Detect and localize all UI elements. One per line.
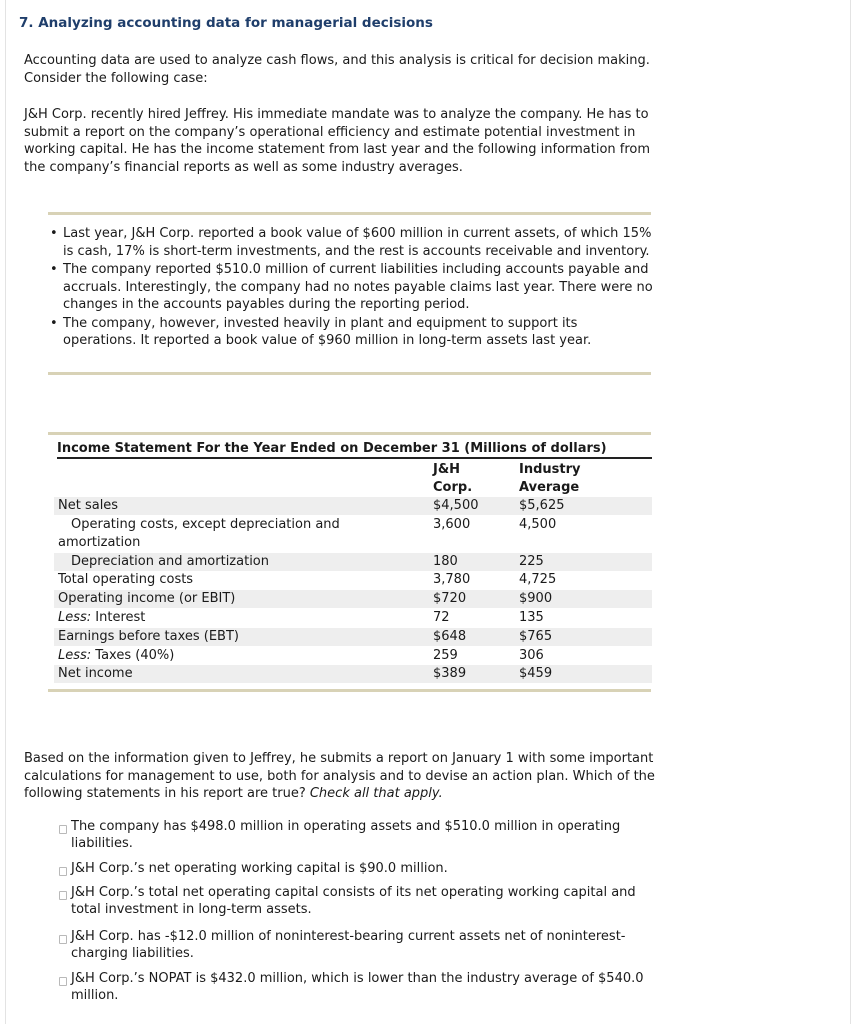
row-label: Net sales (58, 498, 119, 513)
less-prefix: Less: (58, 648, 92, 663)
info-bullet-list (48, 225, 653, 351)
table-row-total-operating-costs (54, 571, 652, 589)
info-bullet-long-term-assets: • The company, however, invested heavily in plant and equipment to support its operations. It reported a book value of $960 million in long-term assets last year. (48, 315, 653, 350)
question-heading: 7. Analyzing accounting data for managerial decisions (19, 15, 433, 31)
question-text: Based on the information given to Jeffrey, he submits a report on January 1 with some important calculations for management to use, both for analysis and to devise an action plan. Which of the following statements in his report are true? (24, 751, 655, 801)
checkbox[interactable] (59, 891, 67, 900)
row-label: Operating income (or EBIT) (58, 591, 236, 606)
jh-value: $648 (433, 629, 467, 644)
table-row-net-sales (54, 497, 652, 515)
question-paragraph (24, 750, 674, 803)
jh-value: $4,500 (433, 498, 479, 513)
jh-value: 72 (433, 610, 450, 625)
intro-paragraph: Accounting data are used to analyze cash flows, and this analysis is critical for decision making. Consider the following case: (24, 53, 650, 86)
col-header-industry-line1: Industry (519, 462, 581, 477)
checkbox[interactable] (59, 977, 67, 986)
option-text: J&H Corp.’s NOPAT is $432.0 million, which is lower than the industry average of $540.0 million. (71, 971, 644, 1003)
table-top-rule (48, 432, 651, 435)
row-label: Total operating costs (58, 572, 194, 587)
industry-value: 306 (519, 648, 544, 663)
industry-value: $5,625 (519, 498, 565, 513)
info-box-top-rule (48, 212, 651, 215)
option-text: The company has $498.0 million in operating assets and $510.0 million in operating liabilities. (71, 819, 621, 851)
row-label-text: Interest (91, 610, 146, 625)
jh-value: 259 (433, 648, 458, 663)
less-prefix: Less: (58, 610, 92, 625)
industry-value: 135 (519, 610, 544, 625)
case-paragraph: J&H Corp. recently hired Jeffrey. His immediate mandate was to analyze the company. He has to submit a report on the company’s operational efficiency and estimate potential investment in working capital. He has the income statement from last year and the following information from the company’s financial reports as well as some industry averages. (24, 107, 651, 175)
table-row-depreciation (54, 553, 652, 571)
industry-value: 4,500 (519, 517, 557, 532)
table-row-interest (54, 609, 652, 627)
col-header-jh-line2: Corp. (433, 480, 473, 495)
jh-value: 3,600 (433, 517, 471, 532)
col-header-industry-line2: Average (519, 480, 580, 495)
jh-value: $389 (433, 666, 467, 681)
industry-value: $765 (519, 629, 553, 644)
jh-value: $720 (433, 591, 467, 606)
table-row-operating-costs (54, 516, 652, 552)
info-box-bottom-rule (48, 372, 651, 375)
income-statement-title: Income Statement For the Year Ended on December 31 (Millions of dollars) (57, 441, 652, 459)
option-text: J&H Corp.’s net operating working capital is $90.0 million. (71, 861, 448, 876)
table-row-ebt (54, 628, 652, 646)
col-header-jh-line1: J&H (433, 462, 461, 477)
jh-value: 3,780 (433, 572, 471, 587)
jh-value: 180 (433, 554, 458, 569)
table-row-taxes (54, 647, 652, 665)
row-label: Operating costs, except depreciation and (71, 517, 340, 532)
row-label (58, 609, 145, 627)
info-bullet-current-assets: • Last year, J&H Corp. reported a book value of $600 million in current assets, of which 15% is cash, 17% is short-term investments, and the rest is accounts receivable and inventory. (48, 225, 653, 260)
question-instruction: Check all that apply. (309, 786, 443, 801)
row-label: Depreciation and amortization (71, 554, 269, 569)
option-text: J&H Corp. has -$12.0 million of noninterest-bearing current assets net of noninterest-charging liabilities. (71, 929, 626, 961)
checkbox[interactable] (59, 825, 67, 834)
row-label-text: Taxes (40%) (91, 648, 175, 663)
row-label: Net income (58, 666, 133, 681)
row-label-continued: amortization (58, 535, 141, 550)
industry-value: 225 (519, 554, 544, 569)
industry-value: 4,725 (519, 572, 557, 587)
row-label (58, 647, 174, 665)
info-bullet-current-liabilities: • The company reported $510.0 million of current liabilities including accounts payable and accruals. Interestingly, the company had no notes payable claims last year. There were no changes in the accounts payables during the reporting period. (48, 261, 653, 314)
row-label: Earnings before taxes (EBT) (58, 629, 239, 644)
table-bottom-rule (48, 689, 651, 692)
industry-value: $459 (519, 666, 553, 681)
industry-value: $900 (519, 591, 553, 606)
table-row-net-income (54, 665, 652, 683)
checkbox[interactable] (59, 867, 67, 876)
checkbox[interactable] (59, 935, 67, 944)
table-row-operating-income (54, 590, 652, 608)
option-text: J&H Corp.’s total net operating capital consists of its net operating working capital and total investment in long-term assets. (71, 885, 636, 917)
